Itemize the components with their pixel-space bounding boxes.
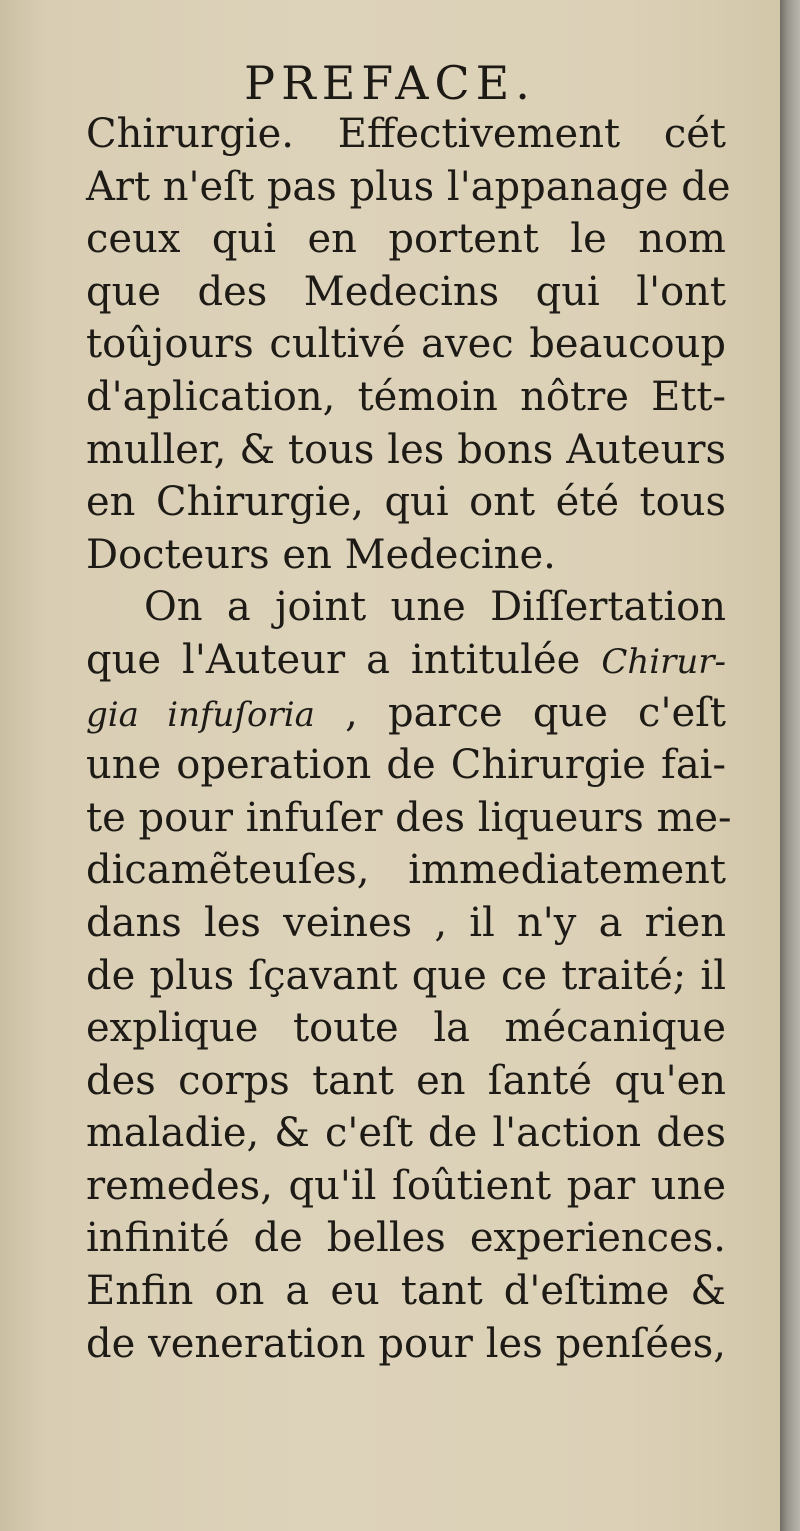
text-line: des corps tant en ſanté qu'en bbox=[86, 1057, 726, 1104]
text-line: remedes, qu'il ſoûtient par une bbox=[86, 1162, 726, 1209]
text-line: ceux qui en portent le nom bbox=[86, 216, 726, 263]
italic-segment: gia infuſoria bbox=[86, 694, 315, 735]
text-line: dans les veines , il n'y a rien bbox=[86, 899, 726, 946]
text-line bbox=[86, 634, 726, 687]
text-line: Chirurgie. Effectivement cét bbox=[86, 111, 726, 157]
text-line: en Chirurgie, qui ont été tous bbox=[86, 479, 726, 526]
italic-segment: Chirur- bbox=[601, 641, 726, 682]
running-header: PREFACE. bbox=[244, 56, 536, 110]
text-line: dicamẽteuſes, immediatement bbox=[86, 847, 726, 894]
text-line: Art n'eſt pas plus l'appanage de bbox=[86, 163, 731, 210]
text-line: Enfin on a eu tant d'eſtime & bbox=[86, 1268, 726, 1315]
text-segment: , parce que c'eſt bbox=[314, 689, 727, 736]
page-text bbox=[86, 108, 732, 1370]
page-edge-shadow bbox=[780, 0, 800, 1531]
text-line: muller, & tous les bons Auteurs bbox=[86, 426, 726, 473]
text-line bbox=[86, 687, 726, 740]
text-line: infinité de belles experiences. bbox=[86, 1215, 726, 1262]
text-line: d'aplication, témoin nôtre Ett- bbox=[86, 373, 726, 420]
text-line: de veneration pour les penſées, bbox=[86, 1320, 726, 1367]
text-line: de plus ſçavant que ce traité; il bbox=[86, 952, 726, 999]
text-line: que des Medecins qui l'ont bbox=[86, 268, 726, 315]
text-line: On a joint une Diſſertation bbox=[144, 584, 726, 631]
text-segment: que l'Auteur a intitulée bbox=[86, 636, 602, 683]
text-line: te pour infuſer des liqueurs me- bbox=[86, 794, 732, 841]
text-line: toûjours cultivé avec beaucoup bbox=[86, 321, 726, 368]
text-line: maladie, & c'eſt de l'action des bbox=[86, 1110, 726, 1157]
text-line: explique toute la mécanique bbox=[86, 1005, 726, 1052]
text-line: Docteurs en Medecine. bbox=[86, 531, 556, 578]
text-line: une operation de Chirurgie fai- bbox=[86, 742, 726, 789]
